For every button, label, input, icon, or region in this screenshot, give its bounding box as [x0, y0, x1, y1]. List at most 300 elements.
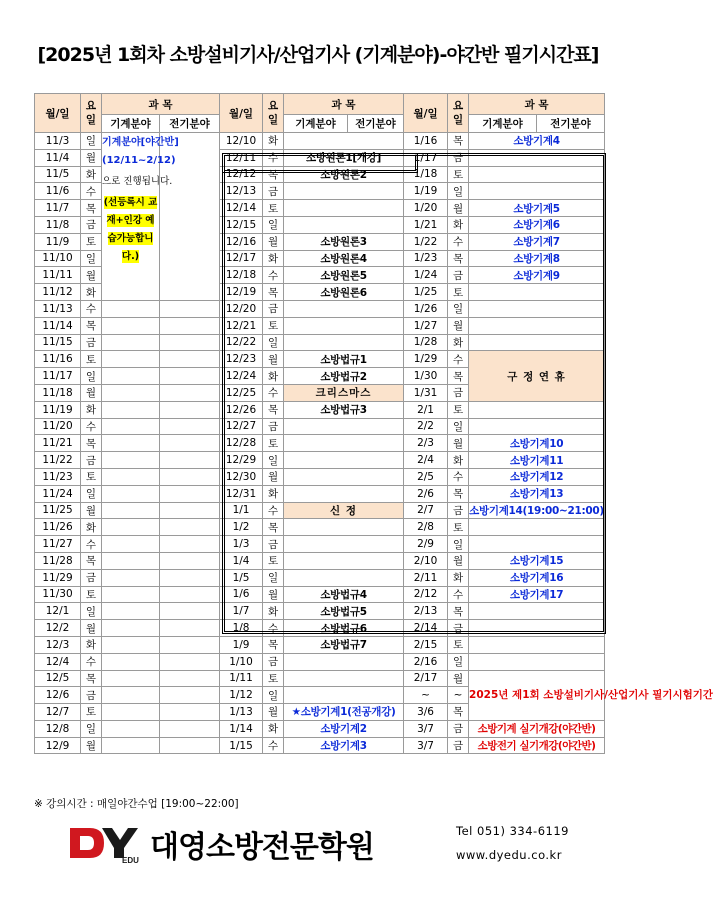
- day-cell: 목: [448, 250, 469, 267]
- phone-number: Tel 051) 334-6119: [456, 824, 569, 838]
- elec-header: 전기분야: [160, 115, 220, 133]
- date-cell: 11/24: [35, 485, 81, 502]
- elec-cell: [160, 603, 220, 620]
- date-cell: 2/8: [404, 519, 448, 536]
- subject-cell: 소방원론2: [284, 166, 404, 183]
- subheader-row: [35, 115, 605, 133]
- date-header: 월/일: [35, 94, 81, 133]
- day-cell: 목: [448, 603, 469, 620]
- subject-cell: [469, 401, 605, 418]
- day-cell: 수: [263, 384, 284, 401]
- date-cell: 11/8: [35, 216, 81, 233]
- subject-cell: 소방기계14(19:00~21:00): [469, 502, 605, 519]
- date-cell: 12/31: [220, 485, 263, 502]
- table-row: [35, 620, 605, 637]
- day-cell: 목: [263, 284, 284, 301]
- date-cell: 1/23: [404, 250, 448, 267]
- date-cell: 12/15: [220, 216, 263, 233]
- date-cell: 11/16: [35, 351, 81, 368]
- day-cell: 목: [263, 519, 284, 536]
- mech-cell: [102, 653, 160, 670]
- subject-header: 과 목: [284, 94, 404, 115]
- elec-cell: [160, 704, 220, 721]
- day-cell: 화: [448, 216, 469, 233]
- date-cell: 11/11: [35, 267, 81, 284]
- subject-cell: [469, 603, 605, 620]
- date-cell: 12/20: [220, 300, 263, 317]
- day-cell: 일: [81, 133, 102, 150]
- table-row: [35, 586, 605, 603]
- mech-header: 기계분야: [102, 115, 160, 133]
- elec-cell: [160, 351, 220, 368]
- date-cell: 2/7: [404, 502, 448, 519]
- date-cell: 1/16: [404, 133, 448, 150]
- elec-cell: [160, 670, 220, 687]
- day-cell: 월: [81, 149, 102, 166]
- day-cell: 화: [81, 636, 102, 653]
- day-cell: 월: [81, 502, 102, 519]
- subject-cell: 소방기계7: [469, 233, 605, 250]
- day-cell: 일: [263, 687, 284, 704]
- date-cell: 12/16: [220, 233, 263, 250]
- table-row: [35, 720, 605, 737]
- subject-cell: 소방기계15: [469, 552, 605, 569]
- date-cell: 2/15: [404, 636, 448, 653]
- mech-cell: [102, 351, 160, 368]
- subject-cell: [469, 284, 605, 301]
- date-cell: 1/22: [404, 233, 448, 250]
- date-cell: 12/5: [35, 670, 81, 687]
- day-cell: 월: [81, 267, 102, 284]
- subject-cell: [284, 418, 404, 435]
- mech-cell: [102, 536, 160, 553]
- table-row: [35, 670, 605, 687]
- date-cell: 2/14: [404, 620, 448, 637]
- date-cell: 11/20: [35, 418, 81, 435]
- date-cell: ~: [404, 687, 448, 704]
- day-cell: 월: [263, 704, 284, 721]
- day-cell: 화: [81, 166, 102, 183]
- mech-cell: [102, 586, 160, 603]
- subject-cell: [469, 334, 605, 351]
- date-cell: 12/13: [220, 183, 263, 200]
- subject-cell: 소방기계9: [469, 267, 605, 284]
- day-cell: ~: [448, 687, 469, 704]
- elec-cell: [160, 502, 220, 519]
- date-cell: 1/6: [220, 586, 263, 603]
- elec-cell: [160, 452, 220, 469]
- date-cell: 12/14: [220, 200, 263, 217]
- day-cell: 수: [448, 233, 469, 250]
- date-cell: 11/9: [35, 233, 81, 250]
- elec-cell: [160, 435, 220, 452]
- day-cell: 토: [81, 704, 102, 721]
- date-cell: 1/20: [404, 200, 448, 217]
- elec-cell: [160, 687, 220, 704]
- date-cell: 2/2: [404, 418, 448, 435]
- date-cell: 11/18: [35, 384, 81, 401]
- day-cell: 목: [81, 317, 102, 334]
- day-cell: 수: [81, 536, 102, 553]
- day-cell: 금: [448, 737, 469, 754]
- subject-cell: 소방기계13: [469, 485, 605, 502]
- day-cell: 월: [263, 233, 284, 250]
- day-cell: 금: [448, 502, 469, 519]
- day-cell: 금: [448, 620, 469, 637]
- mech-header: 기계분야: [469, 115, 537, 133]
- table-row: [35, 569, 605, 586]
- day-cell: 수: [263, 620, 284, 637]
- mech-cell: [102, 435, 160, 452]
- day-cell: 금: [81, 452, 102, 469]
- mech-cell: [102, 569, 160, 586]
- elec-cell: [160, 737, 220, 754]
- date-cell: 1/18: [404, 166, 448, 183]
- day-cell: 목: [448, 133, 469, 150]
- subject-cell: [469, 519, 605, 536]
- day-cell: 금: [263, 183, 284, 200]
- date-cell: 11/10: [35, 250, 81, 267]
- subject-cell: 소방기계3: [284, 737, 404, 754]
- table-row: [35, 485, 605, 502]
- day-cell: 월: [263, 351, 284, 368]
- table-row: [35, 502, 605, 519]
- day-cell: 목: [263, 401, 284, 418]
- subject-cell: [284, 133, 404, 150]
- mech-cell: [102, 368, 160, 385]
- subject-cell: 소방전기 실기개강(야간반): [469, 737, 605, 754]
- mech-cell: [102, 620, 160, 637]
- mech-cell: [102, 737, 160, 754]
- day-cell: 화: [448, 334, 469, 351]
- date-cell: 2/12: [404, 586, 448, 603]
- day-cell: 토: [448, 401, 469, 418]
- date-cell: 1/19: [404, 183, 448, 200]
- subject-header: 과 목: [102, 94, 220, 115]
- date-cell: 2/4: [404, 452, 448, 469]
- elec-cell: [160, 720, 220, 737]
- date-cell: 12/28: [220, 435, 263, 452]
- day-cell: 월: [448, 317, 469, 334]
- mech-cell: [102, 418, 160, 435]
- day-cell: 월: [81, 384, 102, 401]
- subject-cell: [469, 636, 605, 653]
- subject-cell: 소방기계16: [469, 569, 605, 586]
- day-cell: 토: [81, 468, 102, 485]
- date-cell: 1/15: [220, 737, 263, 754]
- date-cell: 1/5: [220, 569, 263, 586]
- subject-cell: 소방원론4: [284, 250, 404, 267]
- mech-cell: [102, 704, 160, 721]
- date-cell: 11/3: [35, 133, 81, 150]
- date-cell: 12/3: [35, 636, 81, 653]
- day-cell: 화: [448, 569, 469, 586]
- date-cell: 11/22: [35, 452, 81, 469]
- day-cell: 목: [81, 200, 102, 217]
- elec-cell: [160, 569, 220, 586]
- table-row: [35, 300, 605, 317]
- mech-cell: [102, 603, 160, 620]
- day-header: 요 일: [448, 94, 469, 133]
- subject-cell: [284, 200, 404, 217]
- date-cell: 1/7: [220, 603, 263, 620]
- notice-preregister: (선등록시 교재+인강 예습가능합니다.): [103, 197, 158, 262]
- notice-progress: 으로 진행됩니다.: [102, 176, 173, 187]
- subject-cell: 소방기계4: [469, 133, 605, 150]
- day-cell: 월: [448, 435, 469, 452]
- elec-cell: [160, 368, 220, 385]
- elec-cell: [160, 401, 220, 418]
- date-cell: 3/7: [404, 737, 448, 754]
- date-cell: 11/4: [35, 149, 81, 166]
- date-cell: 12/6: [35, 687, 81, 704]
- day-cell: 목: [448, 368, 469, 385]
- day-cell: 금: [448, 384, 469, 401]
- schedule-wrapper: [34, 93, 713, 790]
- date-cell: 12/9: [35, 737, 81, 754]
- subject-cell: 소방기계8: [469, 250, 605, 267]
- elec-header: 전기분야: [537, 115, 605, 133]
- date-cell: 12/30: [220, 468, 263, 485]
- day-cell: 일: [81, 720, 102, 737]
- subject-cell: 소방기계10: [469, 435, 605, 452]
- date-cell: 2/11: [404, 569, 448, 586]
- date-cell: 11/5: [35, 166, 81, 183]
- day-cell: 화: [263, 720, 284, 737]
- date-cell: 1/4: [220, 552, 263, 569]
- date-cell: 2/1: [404, 401, 448, 418]
- subject-cell: 소방기계12: [469, 468, 605, 485]
- date-cell: 12/21: [220, 317, 263, 334]
- day-cell: 월: [81, 737, 102, 754]
- day-cell: 일: [263, 334, 284, 351]
- subject-cell: 신 정: [284, 502, 404, 519]
- subject-cell: 소방법규1: [284, 351, 404, 368]
- date-cell: 1/31: [404, 384, 448, 401]
- day-cell: 수: [81, 300, 102, 317]
- date-cell: 1/11: [220, 670, 263, 687]
- subject-cell: [284, 519, 404, 536]
- day-cell: 토: [263, 435, 284, 452]
- subject-cell: [284, 300, 404, 317]
- subject-cell: [284, 670, 404, 687]
- table-row: [35, 334, 605, 351]
- mech-cell: [102, 334, 160, 351]
- day-cell: 금: [263, 653, 284, 670]
- day-cell: 토: [81, 233, 102, 250]
- table-row: [35, 435, 605, 452]
- subject-cell: [284, 334, 404, 351]
- day-cell: 일: [448, 418, 469, 435]
- day-cell: 토: [448, 284, 469, 301]
- subject-cell: [284, 317, 404, 334]
- date-cell: 1/27: [404, 317, 448, 334]
- day-cell: 목: [448, 485, 469, 502]
- day-header: 요 일: [263, 94, 284, 133]
- table-row: [35, 603, 605, 620]
- elec-cell: [160, 586, 220, 603]
- day-cell: 금: [81, 569, 102, 586]
- day-cell: 일: [448, 183, 469, 200]
- day-header: 요 일: [81, 94, 102, 133]
- subject-cell: [469, 149, 605, 166]
- date-cell: 11/30: [35, 586, 81, 603]
- date-header: 월/일: [220, 94, 263, 133]
- date-cell: 1/9: [220, 636, 263, 653]
- date-cell: 12/23: [220, 351, 263, 368]
- day-cell: 월: [448, 200, 469, 217]
- day-cell: 화: [263, 368, 284, 385]
- day-cell: 일: [448, 536, 469, 553]
- date-cell: 12/10: [220, 133, 263, 150]
- date-cell: 12/8: [35, 720, 81, 737]
- elec-cell: [160, 418, 220, 435]
- elec-cell: [160, 536, 220, 553]
- mech-cell: [102, 384, 160, 401]
- website-url: www.dyedu.co.kr: [456, 848, 562, 862]
- day-cell: 화: [81, 284, 102, 301]
- subject-cell: [284, 536, 404, 553]
- date-cell: 12/26: [220, 401, 263, 418]
- subject-cell: [284, 552, 404, 569]
- day-cell: 월: [263, 586, 284, 603]
- subject-cell: 소방기계5: [469, 200, 605, 217]
- date-cell: 1/14: [220, 720, 263, 737]
- date-cell: 11/27: [35, 536, 81, 553]
- day-cell: 일: [81, 250, 102, 267]
- date-cell: 1/25: [404, 284, 448, 301]
- subject-cell: [284, 569, 404, 586]
- day-cell: 토: [81, 586, 102, 603]
- mech-cell: [102, 502, 160, 519]
- mech-cell: [102, 720, 160, 737]
- day-cell: 금: [263, 536, 284, 553]
- date-cell: 2/17: [404, 670, 448, 687]
- elec-cell: [160, 519, 220, 536]
- day-cell: 금: [448, 267, 469, 284]
- date-cell: 11/29: [35, 569, 81, 586]
- subject-cell: 소방기계17: [469, 586, 605, 603]
- date-cell: 1/26: [404, 300, 448, 317]
- day-cell: 화: [263, 485, 284, 502]
- table-row: [35, 536, 605, 553]
- academy-name: 대영소방전문학원: [150, 830, 374, 865]
- day-cell: 월: [81, 620, 102, 637]
- date-cell: 1/30: [404, 368, 448, 385]
- subject-cell: [284, 435, 404, 452]
- day-cell: 목: [263, 166, 284, 183]
- day-cell: 수: [81, 653, 102, 670]
- lecture-time-note: ※ 강의시간 : 매일야간수업 [19:00~22:00]: [34, 798, 239, 810]
- date-cell: 11/17: [35, 368, 81, 385]
- subject-cell: 소방원론6: [284, 284, 404, 301]
- mech-header: 기계분야: [284, 115, 348, 133]
- header-row: [35, 94, 605, 115]
- date-cell: 12/2: [35, 620, 81, 637]
- date-cell: 11/15: [35, 334, 81, 351]
- subject-cell: 소방법규7: [284, 636, 404, 653]
- day-cell: 토: [263, 670, 284, 687]
- date-cell: 12/18: [220, 267, 263, 284]
- day-cell: 화: [263, 250, 284, 267]
- day-cell: 토: [448, 636, 469, 653]
- schedule-table: [34, 93, 713, 754]
- day-cell: 화: [81, 401, 102, 418]
- day-cell: 일: [263, 569, 284, 586]
- date-cell: 1/24: [404, 267, 448, 284]
- day-cell: 일: [263, 216, 284, 233]
- table-row: [35, 133, 605, 150]
- date-cell: 12/29: [220, 452, 263, 469]
- subject-cell: [284, 653, 404, 670]
- schedule-body: [35, 94, 713, 754]
- page-title: [2025년 1회차 소방설비기사/산업기사 (기계분야)-야간반 필기시간표]: [37, 44, 599, 66]
- date-cell: 1/28: [404, 334, 448, 351]
- day-cell: 일: [81, 485, 102, 502]
- day-cell: 목: [81, 552, 102, 569]
- date-header: 월/일: [404, 94, 448, 133]
- date-cell: 1/13: [220, 704, 263, 721]
- subject-cell: 소방원론5: [284, 267, 404, 284]
- date-cell: 12/7: [35, 704, 81, 721]
- day-cell: 금: [81, 334, 102, 351]
- day-cell: 일: [81, 603, 102, 620]
- date-cell: 1/2: [220, 519, 263, 536]
- day-cell: 목: [263, 636, 284, 653]
- subject-cell: 소방기계 실기개강(야간반): [469, 720, 605, 737]
- table-row: [35, 636, 605, 653]
- elec-cell: [160, 317, 220, 334]
- day-cell: 금: [81, 216, 102, 233]
- day-cell: 일: [263, 452, 284, 469]
- date-cell: 2/13: [404, 603, 448, 620]
- date-cell: 1/8: [220, 620, 263, 637]
- date-cell: 11/12: [35, 284, 81, 301]
- elec-cell: [160, 384, 220, 401]
- subject-cell: [469, 653, 605, 670]
- subject-cell: [284, 687, 404, 704]
- subject-cell: [469, 166, 605, 183]
- date-cell: 2/9: [404, 536, 448, 553]
- day-cell: 수: [81, 183, 102, 200]
- mech-cell: [102, 317, 160, 334]
- mech-cell: [102, 468, 160, 485]
- date-cell: 12/22: [220, 334, 263, 351]
- course-notice: [102, 133, 179, 301]
- subject-cell: 소방기계6: [469, 216, 605, 233]
- subject-cell: 소방원론1[개강]: [284, 149, 404, 166]
- date-cell: 11/21: [35, 435, 81, 452]
- day-cell: 금: [263, 300, 284, 317]
- day-cell: 금: [448, 720, 469, 737]
- day-cell: 수: [448, 586, 469, 603]
- day-cell: 토: [263, 200, 284, 217]
- date-cell: 11/28: [35, 552, 81, 569]
- mech-cell: [102, 670, 160, 687]
- date-cell: 1/17: [404, 149, 448, 166]
- elec-header: 전기분야: [348, 115, 404, 133]
- date-cell: 1/29: [404, 351, 448, 368]
- table-row: [35, 351, 605, 368]
- day-cell: 수: [263, 267, 284, 284]
- day-cell: 월: [448, 670, 469, 687]
- day-cell: 일: [81, 368, 102, 385]
- day-cell: 화: [81, 519, 102, 536]
- elec-cell: [160, 620, 220, 637]
- holiday-cell: 구 정 연 휴: [469, 351, 605, 401]
- date-cell: 2/5: [404, 468, 448, 485]
- subject-cell: 소방법규5: [284, 603, 404, 620]
